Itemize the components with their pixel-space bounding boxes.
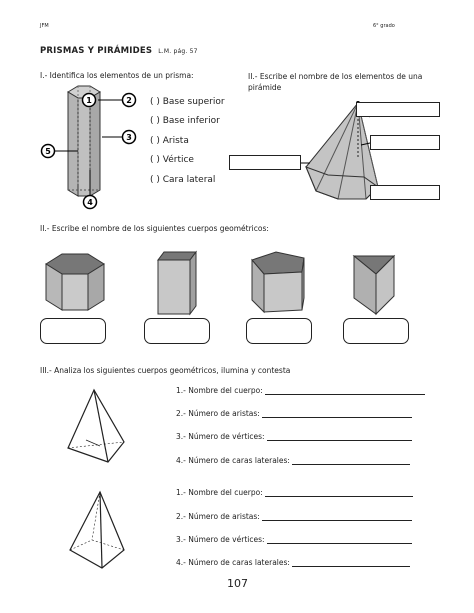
question-b-3 — [176, 535, 412, 544]
page-number: 107 — [227, 577, 248, 590]
question-b-2 — [176, 512, 412, 521]
question-a-4-label: 4.- Número de caras laterales: — [176, 456, 290, 465]
question-b-1 — [176, 488, 413, 497]
question-a-3 — [176, 432, 412, 441]
option-base-inferior[interactable]: ( ) Base inferior — [150, 116, 220, 126]
hexagonal-prism-figure — [46, 254, 104, 310]
question-a-1-label: 1.- Nombre del cuerpo: — [176, 386, 263, 395]
square-pyramid-figure — [62, 488, 142, 578]
pyramid-label-box-2[interactable] — [370, 135, 440, 150]
marker-5: 5 — [45, 147, 51, 156]
pentagonal-prism-figure — [252, 252, 304, 312]
question-b-3-label: 3.- Número de vértices: — [176, 535, 265, 544]
triangular-prism-figure — [354, 256, 394, 314]
option-arista[interactable]: ( ) Arista — [150, 136, 189, 146]
marker-3: 3 — [126, 133, 132, 142]
question-a-1 — [176, 386, 425, 395]
answer-a-2[interactable] — [262, 417, 412, 418]
question-b-2-label: 2.- Número de aristas: — [176, 512, 260, 521]
header-right: 6° grado — [373, 23, 395, 29]
triangular-pyramid-figure — [60, 386, 140, 466]
page-title — [40, 46, 198, 56]
marker-2: 2 — [126, 96, 132, 105]
question-a-4 — [176, 456, 410, 465]
question-a-3-label: 3.- Número de vértices: — [176, 432, 265, 441]
section2-instruction-line2: pirámide — [248, 83, 282, 92]
answer-b-4[interactable] — [292, 566, 410, 567]
pyramid-label-box-1[interactable] — [356, 102, 440, 117]
marker-1: 1 — [86, 96, 92, 105]
title-ref: L.M. pág. 57 — [158, 48, 198, 55]
prism-diagram — [40, 82, 140, 212]
solids-row — [40, 248, 460, 318]
question-a-2 — [176, 409, 412, 418]
answer-b-2[interactable] — [262, 520, 412, 521]
option-vertice[interactable]: ( ) Vértice — [150, 155, 194, 165]
solid-name-box-2[interactable] — [144, 318, 210, 344]
option-cara-lateral[interactable]: ( ) Cara lateral — [150, 175, 216, 185]
header-left: JFM — [40, 23, 49, 29]
section2-instruction — [248, 71, 422, 93]
section2-instruction-line1: II.- Escribe el nombre de los elementos de una — [248, 72, 423, 81]
section3-instruction: II.- Escribe el nombre de los siguientes cuerpos geométricos: — [40, 224, 269, 233]
answer-b-1[interactable] — [265, 496, 413, 497]
question-a-2-label: 2.- Número de aristas: — [176, 409, 260, 418]
option-base-superior[interactable]: ( ) Base superior — [150, 97, 225, 107]
answer-a-3[interactable] — [267, 440, 412, 441]
answer-a-4[interactable] — [292, 464, 410, 465]
question-b-1-label: 1.- Nombre del cuerpo: — [176, 488, 263, 497]
answer-b-3[interactable] — [267, 543, 412, 544]
answer-a-1[interactable] — [265, 394, 425, 395]
pyramid-label-box-3[interactable] — [229, 155, 301, 170]
pyramid-label-box-4[interactable] — [370, 185, 440, 200]
marker-4: 4 — [87, 198, 93, 207]
question-b-4-label: 4.- Número de caras laterales: — [176, 558, 290, 567]
section4-instruction: III.- Analiza los siguientes cuerpos geométricos, ilumina y contesta — [40, 366, 291, 375]
rectangular-prism-figure — [158, 252, 196, 314]
solid-name-box-4[interactable] — [343, 318, 409, 344]
title-main: PRISMAS Y PIRÁMIDES — [40, 46, 153, 56]
solid-name-box-1[interactable] — [40, 318, 106, 344]
section1-instruction: I.- Identifica los elementos de un prisma: — [40, 71, 194, 80]
question-b-4 — [176, 558, 410, 567]
solid-name-box-3[interactable] — [246, 318, 312, 344]
